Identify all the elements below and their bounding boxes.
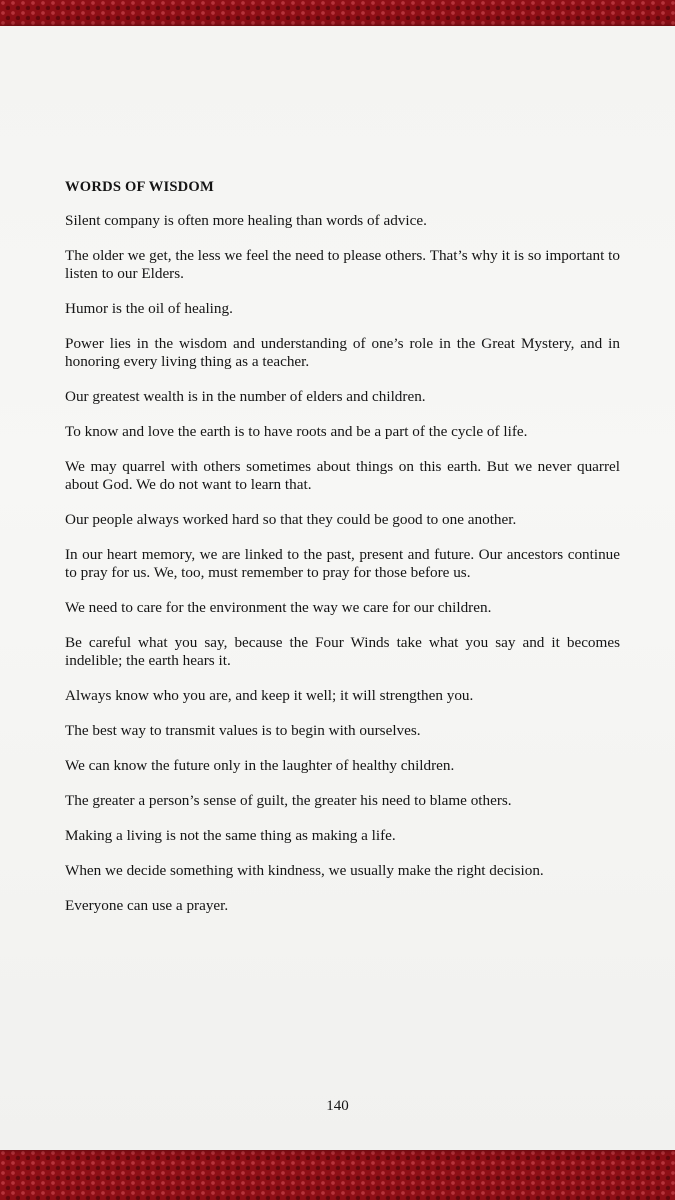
- paragraph: We may quarrel with others sometimes about things on this earth. But we never quarrel about God. We do not want to learn that.: [65, 458, 620, 493]
- paragraph: Making a living is not the same thing as making a life.: [65, 827, 396, 844]
- paragraph: We can know the future only in the laughter of healthy children.: [65, 757, 455, 774]
- paragraph: When we decide something with kindness, we usually make the right decision.: [65, 862, 544, 879]
- paragraph: Power lies in the wisdom and understanding of one’s role in the Great Mystery, and in honoring every living thing as a teacher.: [65, 335, 620, 370]
- page-content: [65, 178, 620, 932]
- paragraph: Silent company is often more healing than words of advice.: [65, 212, 427, 229]
- paragraph: Our people always worked hard so that they could be good to one another.: [65, 511, 517, 528]
- paragraph: In our heart memory, we are linked to the past, present and future. Our ancestors continue to pray for us. We, too, must remember to pray for those before us.: [65, 546, 620, 581]
- paragraph: The best way to transmit values is to begin with ourselves.: [65, 722, 421, 739]
- paragraph: The greater a person’s sense of guilt, the greater his need to blame others.: [65, 792, 512, 809]
- book-page: [0, 26, 675, 1150]
- paragraph: The older we get, the less we feel the need to please others. That’s why it is so important to listen to our Elders.: [65, 247, 620, 282]
- page-number: 140: [326, 1098, 349, 1114]
- paragraph: Humor is the oil of healing.: [65, 300, 233, 317]
- paragraph: Always know who you are, and keep it well; it will strengthen you.: [65, 687, 474, 704]
- paragraph: We need to care for the environment the way we care for our children.: [65, 599, 492, 616]
- paragraph: Our greatest wealth is in the number of elders and children.: [65, 388, 426, 405]
- paragraph: To know and love the earth is to have roots and be a part of the cycle of life.: [65, 423, 528, 440]
- paragraph: Everyone can use a prayer.: [65, 897, 229, 914]
- page-title: WORDS OF WISDOM: [65, 179, 214, 195]
- paragraph: Be careful what you say, because the Four Winds take what you say and it becomes indelible; the earth hears it.: [65, 634, 620, 669]
